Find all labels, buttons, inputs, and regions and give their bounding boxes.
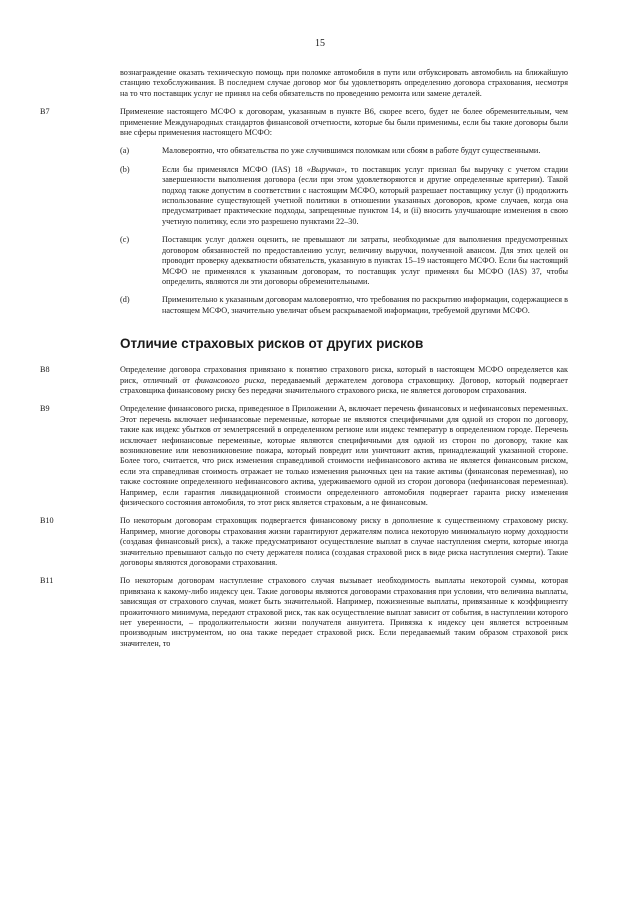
paragraph-text-post: , передаваемый держателем договора страховщику. Договор, который подвергает страховщика финансовому риску без передачи значительного страхового риска, не является договором страхования.: [120, 375, 568, 395]
list-item-text-post: , то поставщик услуг признал бы выручку с учетом стадии завершенности выполнения договора (если при этом удовлетворяются и другие определенные критерии). Такой подход также допустим в соответствии с настоящим МСФО, который разрешает поставщику услуг (i) продолжить использование существующей учетной политики в отношении указанных договоров, кроме случаев, когда она предусматривает практические подходы, запрещенные пунктом 14, и (ii) вносить улучшающие изменения в свою учетную политику, если это разрешено пунктами 22–30.: [162, 164, 568, 226]
list-item-c: [78, 235, 568, 287]
page-number: 15: [315, 38, 325, 49]
list-item-d: [78, 295, 568, 316]
list-item-letter: (c): [120, 235, 130, 245]
paragraph-text: Применение настоящего МСФО к договорам, указанным в пункте B6, скорее всего, будет не более обременительным, чем применение Международных стандартов финансовой отчетности, которые бы были применимы, если бы такие договоры были вне сферы применения настоящего МСФО:: [120, 107, 568, 138]
list-item-letter: (b): [120, 164, 130, 174]
paragraph-text-pre: Определение договора страхования привязано к понятию страхового риска, который в настоящем МСФО определяется как риск, отличный от: [120, 365, 568, 385]
paragraph-b8: [40, 365, 568, 396]
paragraph-number: B8: [40, 365, 50, 375]
paragraph-text: [78, 365, 568, 396]
paragraph-b11: [40, 576, 568, 649]
paragraph-b7: [40, 107, 568, 138]
section-heading: Отличие страховых рисков от других рисков: [120, 336, 424, 352]
paragraph-text-italic: финансового риска: [195, 375, 265, 385]
paragraph-number: B10: [40, 516, 54, 526]
paragraph-number: B11: [40, 576, 54, 586]
list-item-text: Поставщик услуг должен оценить, не превышают ли затраты, необходимые для выполнения предусмотренных договором обязанностей по предоставлению услуг, величину выручки, полученной авансом. Для этих целей он проводит проверку адекватности обязательств, указанную в пунктах 15–19 настоящего МСФО. Если бы настоящий МСФО не применялся к указанным договорам, то поставщик услуг применял бы МСФО (IAS) 37, чтобы определить, являются ли эти договоры обременительными.: [162, 235, 568, 286]
paragraph-number: B9: [40, 404, 50, 414]
list-item-letter: (d): [120, 295, 130, 305]
list-item-text: Применительно к указанным договорам маловероятно, что требования по раскрытию информации, содержащиеся в настоящем МСФО, значительно увеличат объем раскрываемой информации, требуемой другими МСФО.: [162, 295, 568, 315]
paragraph-b10: [40, 516, 568, 568]
list-item-a: [78, 146, 568, 156]
document-body: [40, 68, 568, 657]
list-item-text: [162, 165, 568, 226]
list-item-text-italic: «Выручка»: [306, 164, 345, 174]
intro-text: вознаграждение оказать техническую помощь при поломке автомобиля в пути или отбуксировать автомобиль на ближайшую станцию техобслуживания. В последнем случае договор мог бы удовлетворять определению договора страхования, несмотря на то что поставщик услуг не принял на себя обязательств по проведению ремонта или замене деталей.: [120, 68, 568, 98]
paragraph-text: Определение финансового риска, приведенное в Приложении A, включает перечень финансовых и нефинансовых переменных. Этот перечень включает нефинансовые переменные, которые не являются специфичными для одной из сторон по договору, такие как индекс убытков от землетрясений в определенном регионе или индекс температур в определенном городе. Перечень исключает нефинансовые переменные, которые являются специфичными для одной из сторон по договору, такие как возникновение или невозникновение пожара, который повредит или уничтожит актив, принадлежащий указанной стороне. Более того, считается, что риск изменения справедливой стоимости нефинансового актива не является финансовым риском, если эта справедливая стоимость отражает не только изменения рыночных цен на такие активы (финансовая переменная), но также состояние определенного нефинансового актива, удерживаемого одной из сторон договора (нефинансовая переменная). Например, если гарантия ликвидационной стоимости определенного автомобиля подвергает гаранта риску изменения физического состояния автомобиля, то этот риск является страховым, а не финансовым.: [120, 404, 568, 507]
paragraph-text: По некоторым договорам страховщик подвергается финансовому риску в дополнение к существенному страховому риску. Например, многие договоры страхования жизни гарантируют держателям полиса некоторую минимальную норму доходности (создавая финансовый риск), а также предусматривают осуществление выплат в случае наступления смерти, которые иногда значительно превышают сальдо по счету держателя полиса (создавая страховой риск в виде риска наступления смерти). Такие договоры являются договорами страхования.: [120, 516, 568, 568]
list-item-text-pre: Если бы применялся МСФО (IAS) 18: [162, 164, 307, 174]
paragraph-text: По некоторым договорам наступление страхового случая вызывает необходимость выплаты некоторой суммы, которая привязана к какому-либо индексу цен. Такие договоры являются договорами страхования при условии, что величина выплаты, зависящая от страхового случая, может быть значительной. Например, пожизненные выплаты, привязанные к коэффициенту прожиточного минимума, передают страховой риск, так как осуществление выплат зависит от события, в наступлении которого нет уверенности, – продолжительности жизни получателя аннуитета. Привязка к индексу цен является встроенным производным инструментом, но она также передает страховой риск. Если передаваемый таким образом страховой риск значителен, то: [120, 576, 568, 648]
paragraph-b9: [40, 404, 568, 508]
intro-paragraph: [78, 68, 568, 99]
paragraph-number: B7: [40, 107, 50, 117]
list-item-b: [78, 165, 568, 227]
list-item-letter: (a): [120, 146, 130, 156]
list-item-text: Маловероятно, что обязательства по уже случившимся поломкам или сбоям в работе будут существенными.: [162, 146, 541, 156]
